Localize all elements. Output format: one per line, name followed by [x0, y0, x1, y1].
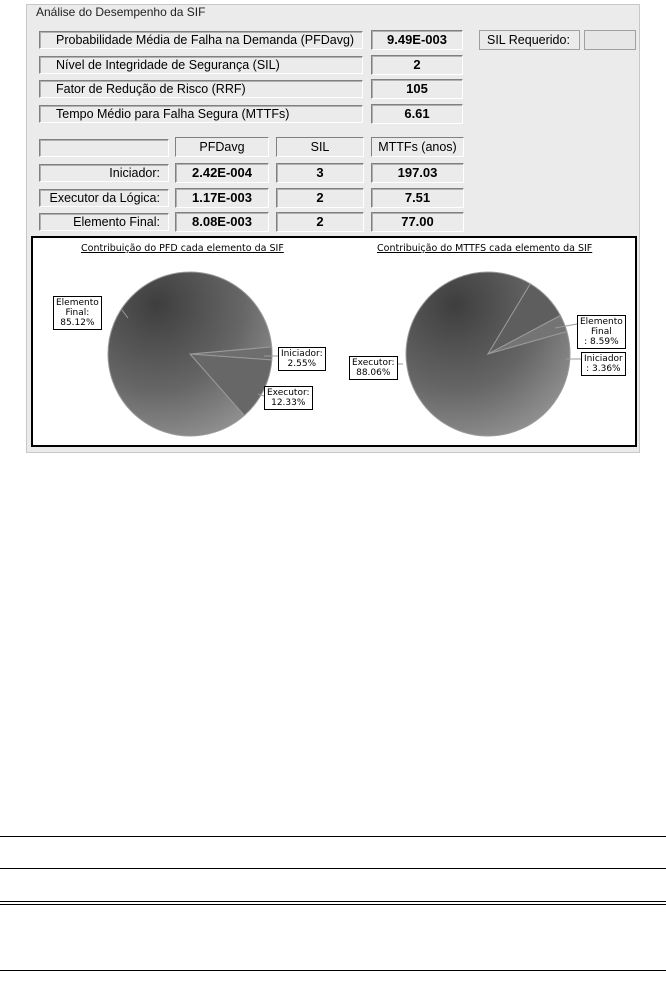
rrf-label: Fator de Redução de Risco (RRF): [39, 80, 363, 98]
pfdavg-value: 9.49E-003: [371, 30, 463, 50]
pfd-chart-title: Contribuição do PFD cada elemento da SIF: [81, 243, 284, 254]
pfd-label-executor: Executor: 12.33%: [264, 386, 313, 410]
header-sil: SIL: [276, 137, 364, 157]
row-iniciador-mttfs: 197.03: [371, 163, 464, 183]
rule-line: [0, 970, 666, 971]
pie-charts-svg: [33, 238, 635, 445]
pfdavg-label: Probabilidade Média de Falha na Demanda (PFDavg): [39, 31, 363, 49]
mttfs-value: 6.61: [371, 104, 463, 124]
rule-line: [0, 901, 666, 902]
sil-requerido-label: SIL Requerido:: [479, 30, 580, 50]
header-mttfs: MTTFs (anos): [371, 137, 464, 157]
mttfs-label-iniciador: Iniciador : 3.36%: [581, 352, 626, 376]
table-corner-cell: [39, 139, 169, 157]
rule-line: [0, 868, 666, 869]
pfd-label-elemento-final: Elemento Final: 85.12%: [53, 296, 102, 330]
row-executor-label: Executor da Lógica:: [39, 189, 169, 207]
row-executor-mttfs: 7.51: [371, 188, 464, 208]
sil-requerido-field[interactable]: [584, 30, 636, 50]
mttfs-label-executor: Executor: 88.06%: [349, 356, 398, 380]
row-executor-sil: 2: [276, 188, 364, 208]
group-title: Análise do Desempenho da SIF: [33, 5, 208, 19]
sil-label: Nível de Integridade de Segurança (SIL): [39, 56, 363, 74]
rule-line: [0, 904, 666, 905]
row-elemento-final-sil: 2: [276, 212, 364, 232]
header-pfdavg: PFDavg: [175, 137, 269, 157]
mttfs-chart-title: Contribuição do MTTFS cada elemento da SIF: [377, 243, 593, 254]
sil-value: 2: [371, 55, 463, 75]
row-iniciador-sil: 3: [276, 163, 364, 183]
row-elemento-final-mttfs: 77.00: [371, 212, 464, 232]
row-elemento-final-pfd: 8.08E-003: [175, 212, 269, 232]
mttfs-label: Tempo Médio para Falha Segura (MTTFs): [39, 105, 363, 123]
row-executor-pfd: 1.17E-003: [175, 188, 269, 208]
rule-line: [0, 836, 666, 837]
row-iniciador-pfd: 2.42E-004: [175, 163, 269, 183]
chart-panel: [31, 236, 637, 447]
rrf-value: 105: [371, 79, 463, 99]
row-iniciador-label: Iniciador:: [39, 164, 169, 182]
row-elemento-final-label: Elemento Final:: [39, 213, 169, 231]
mttfs-label-elemento-final: Elemento Final : 8.59%: [577, 315, 626, 349]
pfd-label-iniciador: Iniciador: 2.55%: [278, 347, 326, 371]
